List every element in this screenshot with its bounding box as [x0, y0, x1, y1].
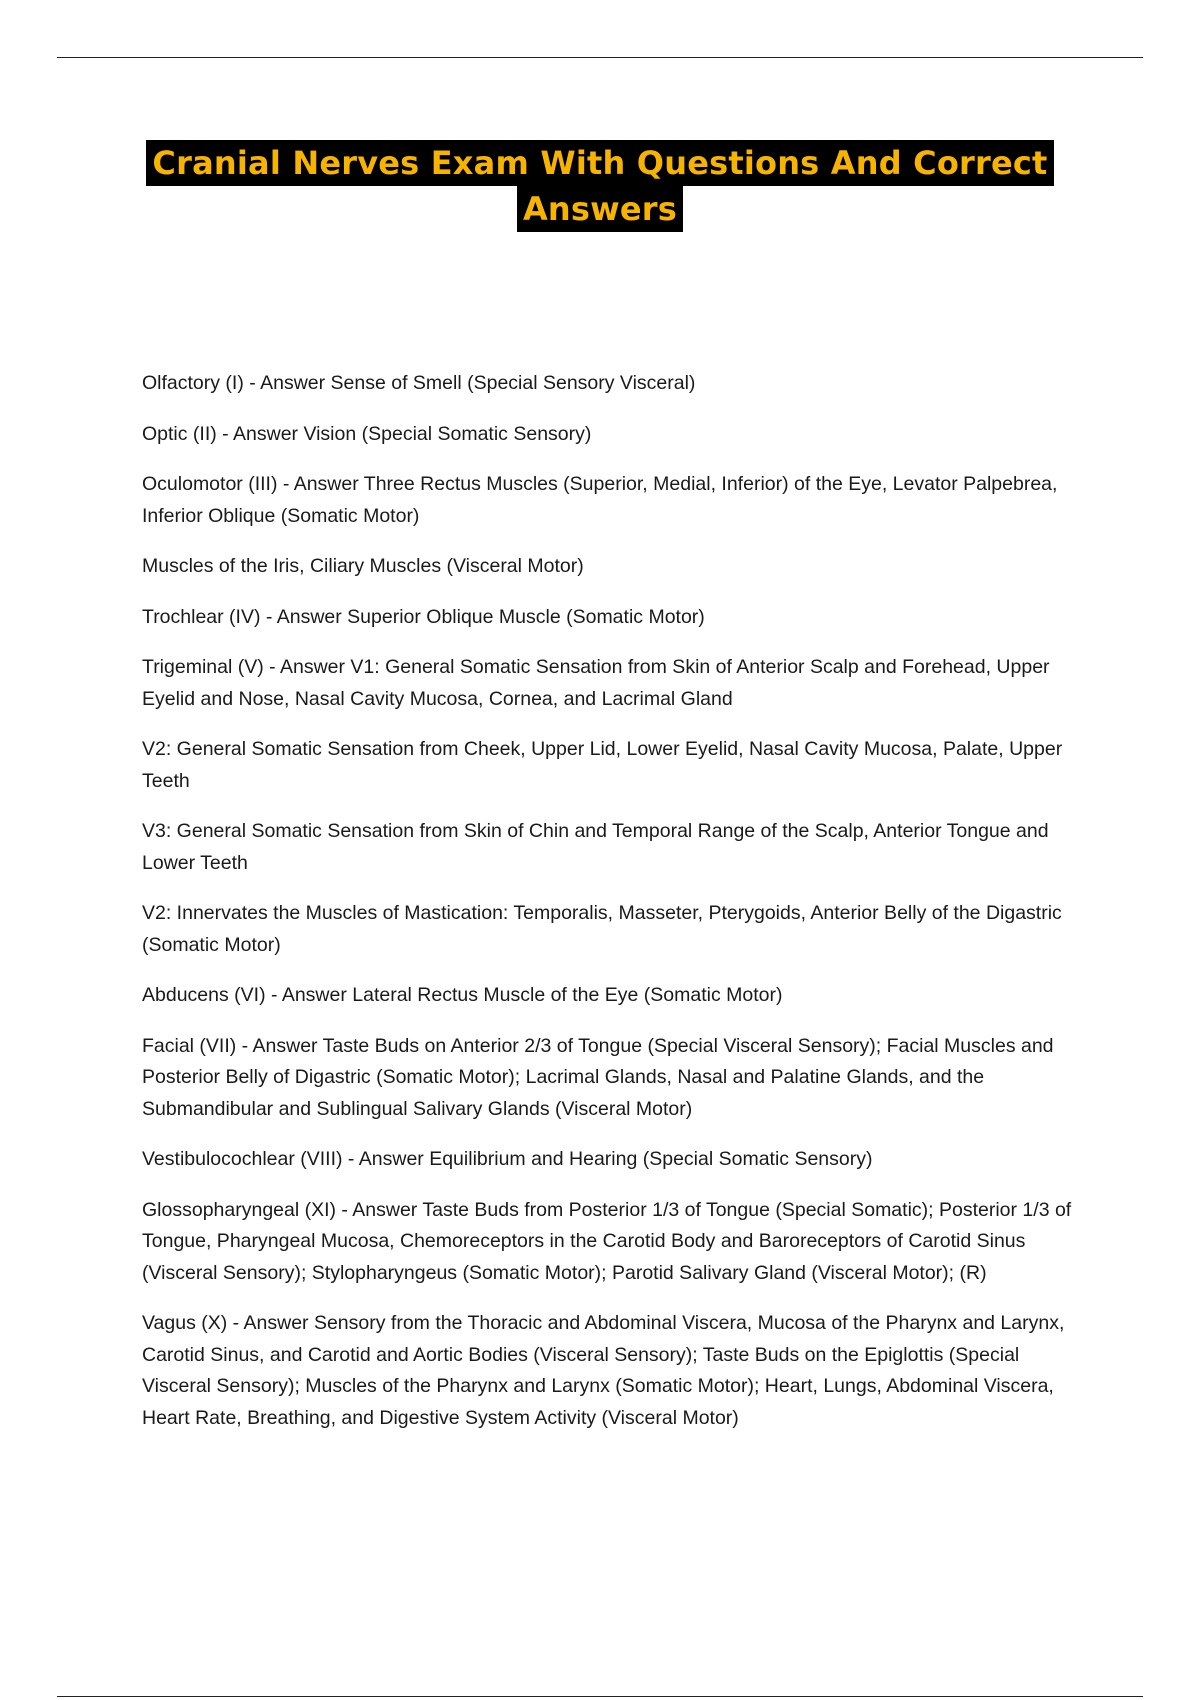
title-line-1: Cranial Nerves Exam With Questions And Correct: [146, 140, 1053, 186]
bottom-divider: [57, 1696, 1143, 1697]
qa-item-trigeminal-v3: V3: General Somatic Sensation from Skin of Chin and Temporal Range of the Scalp, Anterior Tongue and Lower Teeth: [142, 820, 1049, 874]
top-divider: [57, 57, 1143, 58]
qa-item-olfactory: Olfactory (I) - Answer Sense of Smell (Special Sensory Visceral): [142, 372, 696, 394]
qa-item-vestibulocochlear: Vestibulocochlear (VIII) - Answer Equilibrium and Hearing (Special Somatic Sensory): [142, 1148, 873, 1170]
qa-item-trigeminal-v2: V2: General Somatic Sensation from Cheek, Upper Lid, Lower Eyelid, Nasal Cavity Mucosa, Palate, Upper Teeth: [142, 738, 1063, 792]
qa-item-oculomotor: Oculomotor (III) - Answer Three Rectus Muscles (Superior, Medial, Inferior) of the Eye, Levator Palpebrea, Inferior Oblique (Somatic Motor): [142, 473, 1058, 527]
qa-item-glossopharyngeal: Glossopharyngeal (XI) - Answer Taste Buds from Posterior 1/3 of Tongue (Special Somatic); Posterior 1/3 of Tongue, Pharyngeal Mucosa, Chemoreceptors in the Carotid Body and Baroreceptors of Carotid Sinus (Visceral Sensory); Stylopharyngeus (Somatic Motor); Parotid Salivary Gland (Visceral Motor); (R): [142, 1198, 1072, 1284]
qa-item-optic: Optic (II) - Answer Vision (Special Somatic Sensory): [142, 422, 592, 445]
document-title: [100, 140, 1100, 232]
qa-item-mastication: V2: Innervates the Muscles of Mastication: Temporalis, Masseter, Pterygoids, Anterior Belly of the Digastric (Somatic Motor): [142, 902, 1062, 956]
title-line-2: Answers: [517, 186, 683, 232]
qa-item-vagus: Vagus (X) - Answer Sensory from the Thoracic and Abdominal Viscera, Mucosa of the Pharynx and Larynx, Carotid Sinus, and Carotid and Aortic Bodies (Visceral Sensory); Taste Buds on the Epiglottis (Special Visceral Sensory); Muscles of the Pharynx and Larynx (Somatic Motor); Heart, Lungs, Abdominal Viscera, Heart Rate, Breathing, and Digestive System Activity (Visceral Motor): [142, 1312, 1065, 1429]
qa-item-iris-ciliary: Muscles of the Iris, Ciliary Muscles (Visceral Motor): [142, 555, 584, 577]
qa-item-abducens: Abducens (VI) - Answer Lateral Rectus Muscle of the Eye (Somatic Motor): [142, 984, 783, 1006]
qa-item-trigeminal-v1: Trigeminal (V) - Answer V1: General Somatic Sensation from Skin of Anterior Scalp and Forehead, Upper Eyelid and Nose, Nasal Cavity Mucosa, Cornea, and Lacrimal Gland: [142, 656, 1050, 710]
qa-list: [142, 368, 1087, 1453]
qa-item-trochlear: Trochlear (IV) - Answer Superior Oblique Muscle (Somatic Motor): [142, 605, 705, 628]
qa-item-facial: Facial (VII) - Answer Taste Buds on Anterior 2/3 of Tongue (Special Visceral Sensory); Facial Muscles and Posterior Belly of Digastric (Somatic Motor); Lacrimal Glands, Nasal and Palatine Glands, and the Submandibular and Sublingual Salivary Glands (Visceral Motor): [142, 1034, 1054, 1120]
